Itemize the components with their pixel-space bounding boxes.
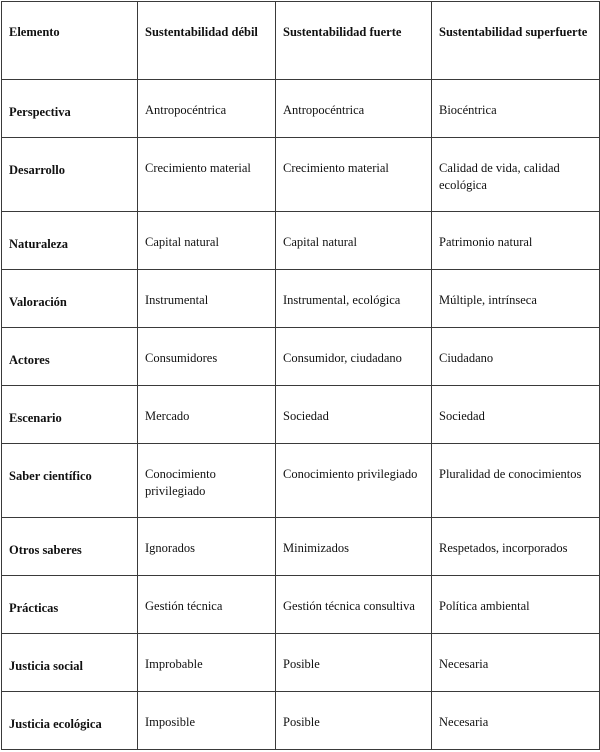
- table-row: [2, 576, 600, 634]
- table-cell: Antropocéntrica: [276, 80, 432, 138]
- header-sustentabilidad-superfuerte: Sustentabilidad superfuerte: [432, 2, 600, 80]
- row-label: Otros saberes: [2, 518, 138, 576]
- table-row: [2, 518, 600, 576]
- header-sustentabilidad-debil: Sustentabilidad débil: [138, 2, 276, 80]
- table-cell: Imposible: [138, 692, 276, 750]
- table-cell: Instrumental: [138, 270, 276, 328]
- table-cell: Ciudadano: [432, 328, 600, 386]
- table-cell: Necesaria: [432, 634, 600, 692]
- table-cell: Pluralidad de conocimientos: [432, 444, 600, 518]
- row-label: Naturaleza: [2, 212, 138, 270]
- row-label: Prácticas: [2, 576, 138, 634]
- table-cell: Posible: [276, 692, 432, 750]
- table-cell: Conocimiento privilegiado: [138, 444, 276, 518]
- table-cell: Conocimiento privilegiado: [276, 444, 432, 518]
- table-header-row: [2, 2, 600, 80]
- row-label: Escenario: [2, 386, 138, 444]
- table-cell: Gestión técnica: [138, 576, 276, 634]
- table-cell: Sociedad: [276, 386, 432, 444]
- table-cell: Consumidor, ciudadano: [276, 328, 432, 386]
- table-row: [2, 692, 600, 750]
- table-row: [2, 80, 600, 138]
- row-label: Actores: [2, 328, 138, 386]
- table-cell: Necesaria: [432, 692, 600, 750]
- table-cell: Calidad de vida, calidad ecológica: [432, 138, 600, 212]
- table-row: [2, 444, 600, 518]
- row-label: Saber científico: [2, 444, 138, 518]
- table-row: [2, 270, 600, 328]
- table-cell: Capital natural: [138, 212, 276, 270]
- header-sustentabilidad-fuerte: Sustentabilidad fuerte: [276, 2, 432, 80]
- table-cell: Ignorados: [138, 518, 276, 576]
- table-cell: Gestión técnica consultiva: [276, 576, 432, 634]
- table-cell: Consumidores: [138, 328, 276, 386]
- table-row: [2, 328, 600, 386]
- table-cell: Posible: [276, 634, 432, 692]
- table-cell: Múltiple, intrínseca: [432, 270, 600, 328]
- table-cell: Minimizados: [276, 518, 432, 576]
- table-cell: Mercado: [138, 386, 276, 444]
- table-cell: Crecimiento material: [276, 138, 432, 212]
- table-cell: Crecimiento material: [138, 138, 276, 212]
- table-row: [2, 212, 600, 270]
- table-cell: Respetados, incorporados: [432, 518, 600, 576]
- table-cell: Improbable: [138, 634, 276, 692]
- row-label: Justicia ecológica: [2, 692, 138, 750]
- table-cell: Antropocéntrica: [138, 80, 276, 138]
- sustainability-comparison-table: [1, 1, 600, 750]
- table-row: [2, 634, 600, 692]
- table-cell: Sociedad: [432, 386, 600, 444]
- row-label: Justicia social: [2, 634, 138, 692]
- table-cell: Capital natural: [276, 212, 432, 270]
- row-label: Valoración: [2, 270, 138, 328]
- table-row: [2, 138, 600, 212]
- table-cell: Biocéntrica: [432, 80, 600, 138]
- row-label: Perspectiva: [2, 80, 138, 138]
- row-label: Desarrollo: [2, 138, 138, 212]
- table-row: [2, 386, 600, 444]
- table-cell: Instrumental, ecológica: [276, 270, 432, 328]
- table-cell: Política ambiental: [432, 576, 600, 634]
- table-cell: Patrimonio natural: [432, 212, 600, 270]
- header-elemento: Elemento: [2, 2, 138, 80]
